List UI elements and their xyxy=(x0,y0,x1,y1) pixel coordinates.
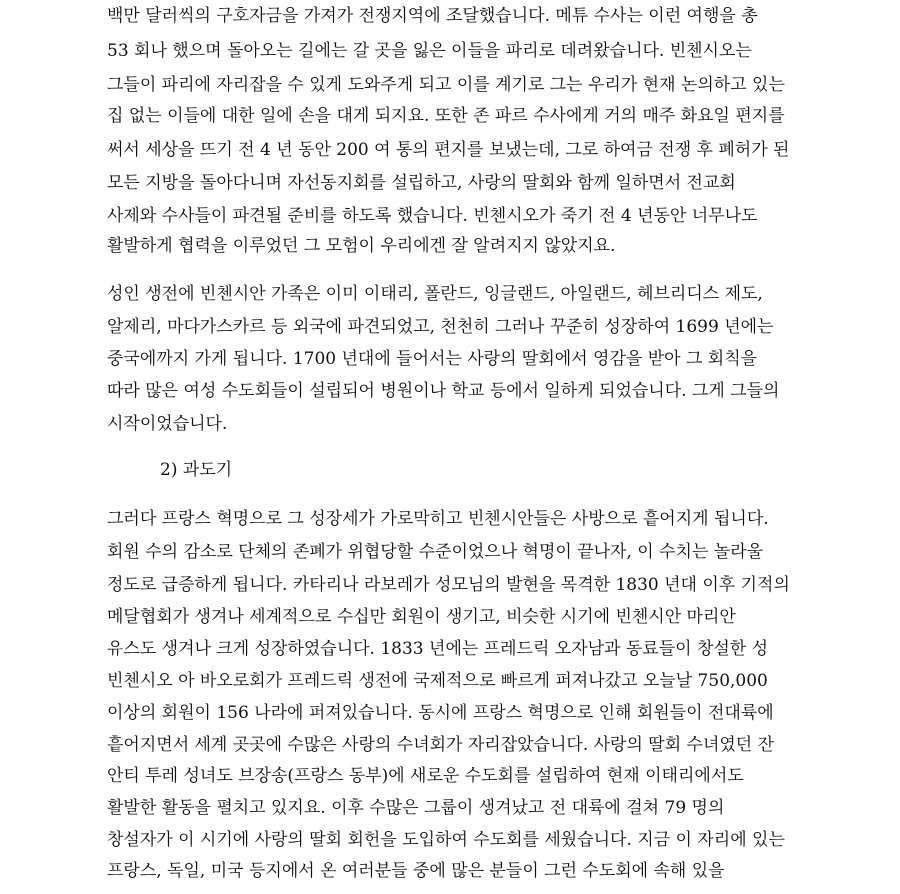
paragraph-3-line-11: 창설자가 이 시기에 사랑의 딸회 회헌을 도입하여 수도회를 세웠습니다. 지금 이 자리에 있는 xyxy=(107,830,785,850)
paragraph-2-line-3: 중국에까지 가게 됩니다. 1700 년대에 들어서는 사랑의 딸회에서 영감을 받아 그 회칙을 xyxy=(107,349,758,369)
paragraph-1-line-3: 그들이 파리에 자리잡을 수 있게 도와주게 되고 이를 계기로 그는 우리가 현재 논의하고 있는 xyxy=(107,75,785,95)
paragraph-3-line-2: 회원 수의 감소로 단체의 존폐가 위협당할 수준이었으나 혁명이 끝나자, 이 수치는 놀라울 xyxy=(107,542,764,562)
paragraph-1-line-5: 써서 세상을 뜨기 전 4 년 동안 200 여 통의 편지를 보냈는데, 그로 하여금 전쟁 후 폐허가 된 xyxy=(107,140,790,160)
paragraph-3-line-9: 안티 투레 성녀도 브장송(프랑스 동부)에 새로운 수도회를 설립하여 현재 이태리에서도 xyxy=(107,766,744,786)
paragraph-1-line-1: 백만 달러씩의 구호자금을 가져가 전쟁지역에 조달했습니다. 메튜 수사는 이런 여행을 총 xyxy=(107,6,758,26)
paragraph-3-line-4: 메달협회가 생겨나 세계적으로 수십만 회원이 생기고, 비슷한 시기에 빈첸시안 마리안 xyxy=(107,607,736,627)
paragraph-1-line-7: 사제와 수사들이 파견될 준비를 하도록 했습니다. 빈첸시오가 죽기 전 4 년동안 너무나도 xyxy=(107,206,758,226)
paragraph-1-line-4: 집 없는 이들에 대한 일에 손을 대게 되지요. 또한 존 파르 수사에게 거의 매주 화요일 편지를 xyxy=(107,106,785,126)
paragraph-2-line-4: 따라 많은 여성 수도회들이 설립되어 병원이나 학교 등에서 일하게 되었습니다. 그게 그들의 xyxy=(107,381,780,401)
section-heading: 2) 과도기 xyxy=(160,460,233,480)
paragraph-2-line-1: 성인 생전에 빈첸시안 가족은 이미 이태리, 폴란드, 잉글랜드, 아일랜드, 헤브리디스 제도, xyxy=(107,284,763,304)
paragraph-1-line-6: 모든 지방을 돌아다니며 자선동지회를 설립하고, 사랑의 딸회와 함께 일하면서 전교회 xyxy=(107,173,736,193)
paragraph-2-line-5: 시작이었습니다. xyxy=(107,414,228,434)
paragraph-1-line-8: 활발하게 협력을 이루었던 그 모험이 우리에겐 잘 알려지지 않았지요. xyxy=(107,236,616,256)
paragraph-3-line-6: 빈첸시오 아 바오로회가 프레드릭 생전에 국제적으로 빠르게 퍼져나갔고 오늘날 750,000 xyxy=(107,671,768,691)
paragraph-3-line-12: 프랑스, 독일, 미국 등지에서 온 여러분들 중에 많은 분들이 그런 수도회에 속해 있을 xyxy=(107,861,725,881)
paragraph-1-line-2: 53 회나 했으며 돌아오는 길에는 갈 곳을 잃은 이들을 파리로 데려왔습니다. 빈첸시오는 xyxy=(107,41,752,61)
paragraph-3-line-7: 이상의 회원이 156 나라에 퍼져있습니다. 동시에 프랑스 혁명으로 인해 회원들이 전대륙에 xyxy=(107,703,774,723)
paragraph-3-line-3: 정도로 급증하게 됩니다. 카타리나 라보레가 성모님의 발현을 목격한 1830 년대 이후 기적의 xyxy=(107,575,790,595)
paragraph-3-line-5: 유스도 생겨나 크게 성장하였습니다. 1833 년에는 프레드릭 오자남과 동료들이 창설한 성 xyxy=(107,639,769,659)
paragraph-3-line-1: 그러다 프랑스 혁명으로 그 성장세가 가로막히고 빈첸시안들은 사방으로 흩어지게 됩니다. xyxy=(107,509,769,529)
paragraph-3-line-10: 활발한 활동을 펼치고 있지요. 이후 수많은 그룹이 생겨났고 전 대륙에 걸쳐 79 명의 xyxy=(107,798,725,818)
paragraph-3-line-8: 흩어지면서 세계 곳곳에 수많은 사랑의 수녀회가 자리잡았습니다. 사랑의 딸회 수녀였던 잔 xyxy=(107,735,775,755)
paragraph-2-line-2: 알제리, 마다가스카르 등 외국에 파견되었고, 천천히 그러나 꾸준히 성장하여 1699 년에는 xyxy=(107,317,774,337)
